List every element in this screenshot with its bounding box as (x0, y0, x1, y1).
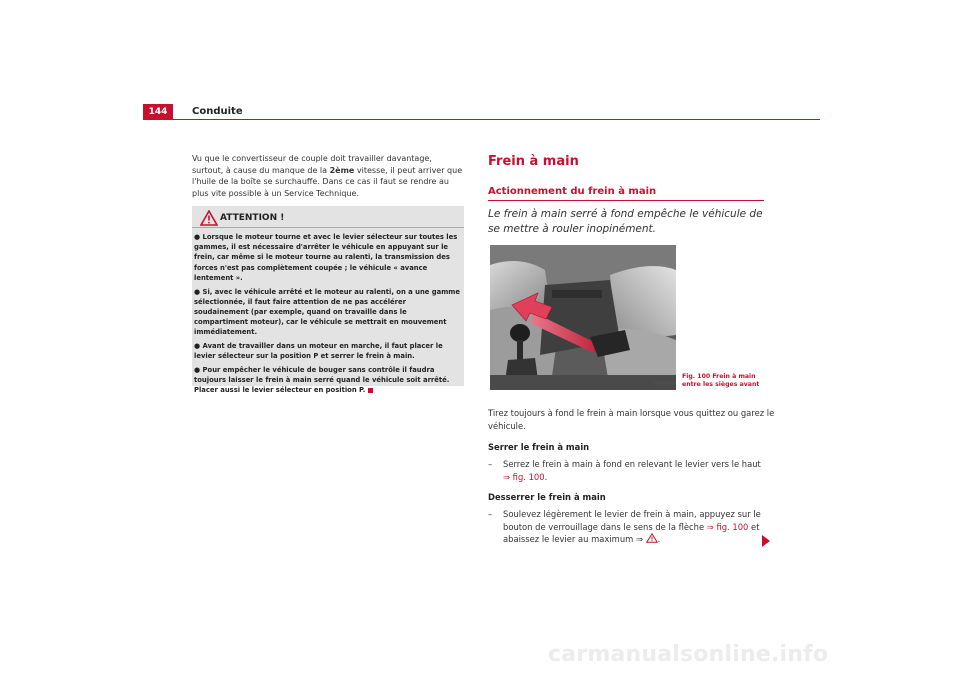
intro-paragraph: Vu que le convertisseur de couple doit travailler davantage, surtout, à cause du manque de la 2ème vitesse, il peut arriver que l'huile de la boîte se surchauffe. Dans ce cas il faut se rendre au plus vite possible à un Service Technique. (192, 154, 463, 198)
section-heading: Frein à main (488, 154, 579, 169)
warning-item: ● Si, avec le véhicule arrêté et le moteur au ralenti, on a une gamme sélectionnée, il faut faire attention de ne pas accélérer soudainement (par exemple, quand on travaille dans le compartiment moteur), car le véhicule se mettrait en mouvement immédiatement. (194, 287, 460, 337)
warning-icon[interactable] (646, 533, 658, 543)
warning-list (194, 232, 460, 399)
release-step: – Soulevez légèrement le levier de frein à main, appuyez sur le bouton de verrouillage dans le sens de la flèche ⇒ fig. 100 et abaissez le levier au maximum ⇒ . (488, 509, 761, 544)
warning-item: ● Lorsque le moteur tourne et avec le levier sélecteur sur toutes les gammes, il est nécessaire d'arrêter le véhicule en appuyant sur le frein, car même si le moteur tourne au ralenti, la transmission des forces n'est pas complètement coupée ; le véhicule « avance lentement ». (194, 233, 458, 282)
section-title: Conduite (192, 106, 243, 117)
warning-title: ATTENTION ! (220, 213, 285, 223)
figure-reference-link[interactable]: ⇒ fig. 100 (503, 471, 545, 482)
subsection-intro: Le frein à main serré à fond empêche le véhicule de se mettre à rouler inopinément. (488, 208, 763, 235)
handbrake-illustration (490, 245, 676, 390)
subsection-divider (488, 200, 764, 201)
figure-caption: Fig. 100 Frein à main entre les sièges avant (682, 373, 760, 388)
warning-triangle-icon (200, 210, 218, 226)
header-divider (143, 119, 820, 120)
warning-item: ● Avant de travailler dans un moteur en marche, il faut placer le levier sélecteur sur la position P et serrer le frein à main. (194, 342, 443, 361)
next-page-arrow-icon[interactable] (762, 535, 770, 547)
watermark: carmanualsonline.info (548, 642, 829, 667)
release-heading: Desserrer le frein à main (488, 492, 606, 502)
section-end-icon (368, 388, 373, 393)
bullet-icon: ● (194, 365, 203, 374)
apply-heading: Serrer le frein à main (488, 442, 590, 452)
figure-reference-link[interactable]: ⇒ fig. 100 (706, 521, 749, 532)
bullet-icon: ● (194, 233, 203, 241)
bullet-icon: ● (194, 342, 203, 351)
handbrake-figure (490, 245, 676, 390)
subsection-heading: Actionnement du frein à main (488, 186, 657, 197)
apply-step: – Serrez le frein à main à fond en relevant le levier vers le haut ⇒ fig. 100. (488, 459, 761, 482)
warning-item: ● Pour empêcher le véhicule de bouger sans contrôle il faudra toujours laisser le frein à main serré quand le véhicule soit arrêté. Placer aussi le levier sélecteur en position P. (194, 365, 450, 395)
warning-divider (192, 227, 464, 228)
bullet-icon: ● (194, 287, 203, 296)
body-paragraph: Tirez toujours à fond le frein à main lorsque vous quittez ou garez le véhicule. (488, 408, 775, 431)
page-number: 144 (143, 104, 173, 120)
figure-code: B5P-0095 (654, 382, 676, 387)
